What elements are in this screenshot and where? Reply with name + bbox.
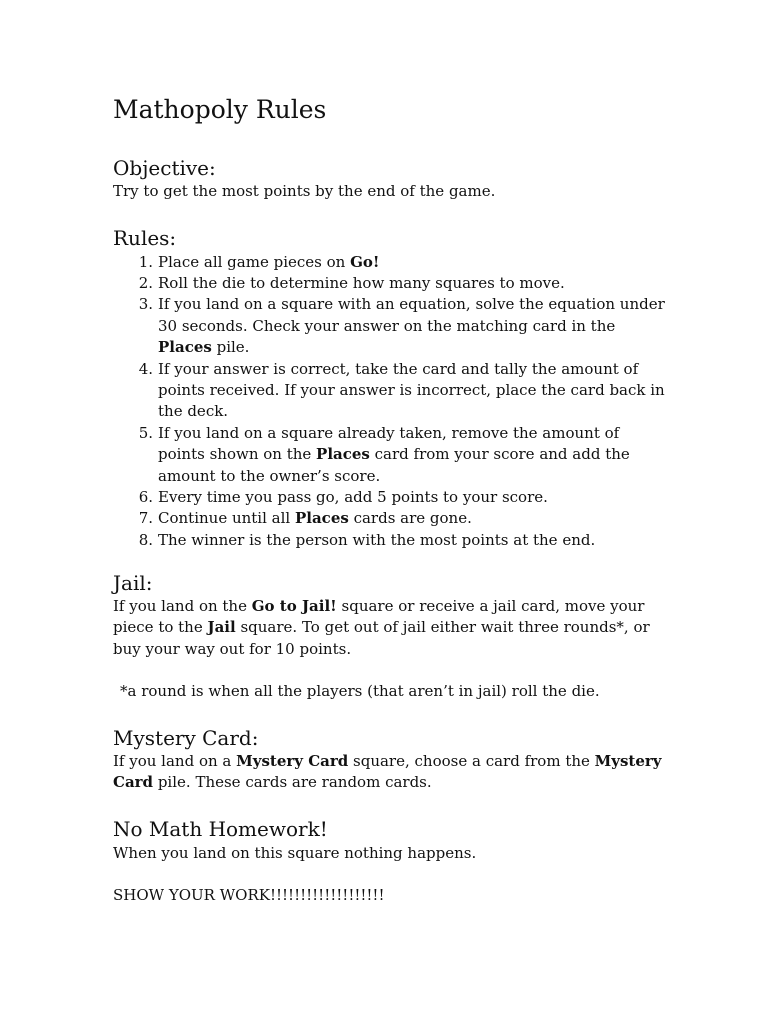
rules-heading: Rules: — [113, 226, 177, 250]
rule-text: If you land on a square already taken, remove the amount of — [158, 423, 620, 442]
closing-text: SHOW YOUR WORK!!!!!!!!!!!!!!!!!!! — [113, 886, 385, 904]
rule-number: 7. — [138, 509, 153, 528]
mystery-text-part: pile. These cards are random cards. — [153, 773, 432, 792]
rule-text: The winner is the person with the most points at the end. — [158, 530, 596, 549]
rule-emphasis: Places — [294, 509, 349, 528]
mystery-emphasis: Mystery — [594, 752, 662, 770]
rule-number: 3. — [138, 295, 153, 314]
rule-text: Roll the die to determine how many squares to move. — [158, 273, 565, 292]
rule-text: Every time you pass go, add 5 points to your score. — [158, 487, 548, 506]
rule-number: 8. — [138, 530, 153, 549]
jail-text-part: square or receive a jail card, move your — [336, 597, 645, 615]
rule-number: 6. — [138, 487, 153, 506]
rule-item — [113, 423, 665, 487]
rule-item — [113, 530, 665, 551]
mystery-heading: Mystery Card: — [113, 726, 259, 750]
rule-item — [113, 508, 665, 529]
rule-text: 30 seconds. Check your answer on the matching card in the — [158, 316, 616, 335]
rule-item — [113, 273, 665, 294]
rule-emphasis: Go! — [350, 252, 380, 271]
rule-emphasis: Places — [316, 445, 370, 464]
rule-text: pile. — [211, 338, 250, 357]
rule-emphasis: Places — [158, 338, 212, 357]
objective-text: Try to get the most points by the end of the game. — [113, 182, 496, 200]
rule-text: Continue until all — [158, 509, 295, 528]
rules-list — [113, 252, 665, 552]
rule-text: the deck. — [158, 402, 229, 421]
mystery-text-part: If you land on a — [113, 752, 237, 770]
rule-number: 1. — [138, 252, 153, 271]
page-title: Mathopoly Rules — [113, 95, 327, 124]
rule-text: card from your score and add the — [369, 445, 630, 464]
rule-item — [113, 294, 665, 358]
rule-number: 2. — [138, 273, 153, 292]
rule-item — [113, 252, 665, 273]
rule-number: 5. — [138, 423, 153, 442]
jail-text-part: piece to the — [113, 618, 208, 637]
rule-text: points shown on the — [158, 445, 317, 464]
jail-text-part: square. To get out of jail either wait three rounds*, or — [235, 618, 650, 637]
objective-heading: Objective: — [113, 156, 216, 180]
rule-text: points received. If your answer is incorrect, place the card back in — [158, 380, 665, 399]
rule-text: cards are gone. — [348, 509, 472, 528]
rule-text: amount to the owner’s score. — [158, 466, 381, 485]
jail-heading: Jail: — [113, 571, 153, 595]
jail-footnote: *a round is when all the players (that aren’t in jail) roll the die. — [120, 682, 600, 700]
rule-item — [113, 359, 665, 423]
mystery-text — [113, 751, 662, 794]
jail-text — [113, 596, 650, 660]
jail-emphasis: Jail — [207, 618, 236, 637]
mystery-emphasis: Mystery Card — [236, 752, 349, 770]
jail-text-part: buy your way out for 10 points. — [113, 639, 352, 658]
jail-text-part: If you land on the — [113, 597, 252, 615]
homework-text: When you land on this square nothing happens. — [113, 844, 477, 862]
rule-text: Place all game pieces on — [158, 252, 351, 271]
rule-text: If you land on a square with an equation, solve the equation under — [158, 295, 665, 314]
rule-text: If your answer is correct, take the card and tally the amount of — [158, 359, 639, 378]
homework-heading: No Math Homework! — [113, 817, 328, 841]
rule-number: 4. — [138, 359, 153, 378]
jail-emphasis: Go to Jail! — [251, 597, 337, 615]
rule-item — [113, 487, 665, 508]
mystery-text-part: square, choose a card from the — [348, 752, 595, 770]
mystery-emphasis: Card — [113, 773, 154, 792]
